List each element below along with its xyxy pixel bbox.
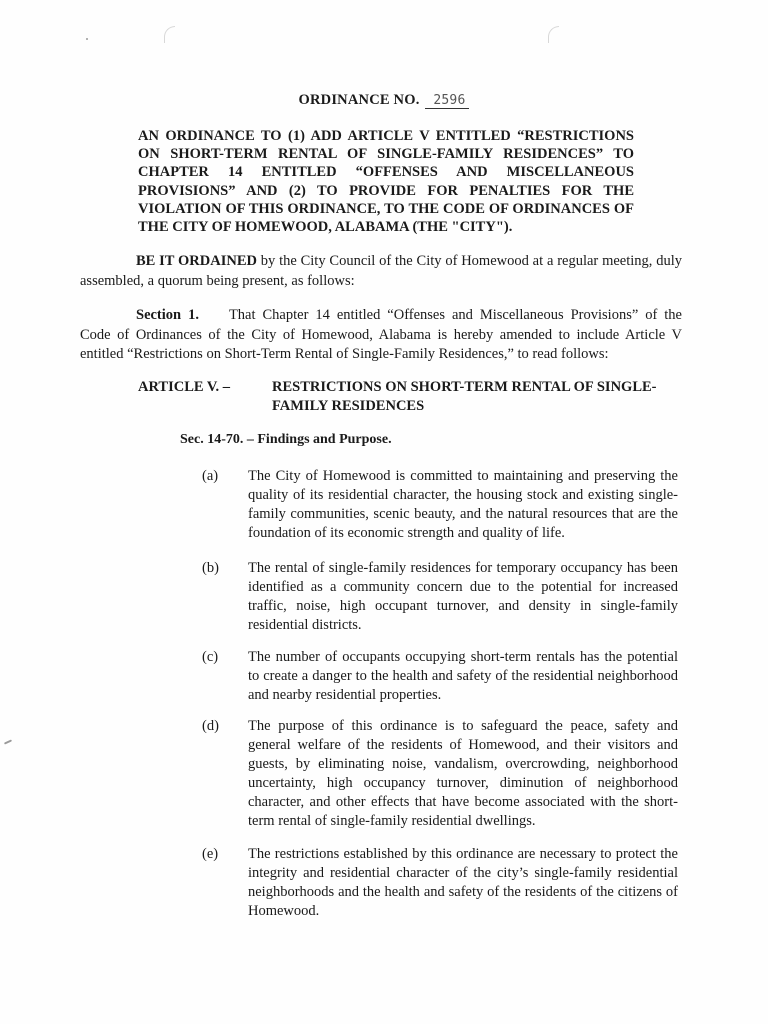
list-item-label: (d) [202, 718, 219, 734]
list-item-label: (b) [202, 560, 219, 576]
list-item-text: The purpose of this ordinance is to safeguard the peace, safety and general welfare of the residents of Homewood, and their visitors and guests, by eliminating noise, vandalism, overcrowding, neighborhood uncertainty, high occupancy turnover, diminution of neighborhood character, and other effects that have become associated with the short-term rental of single-family residential dwellings. [248, 718, 678, 829]
list-item-text: The rental of single-family residences for temporary occupancy has been identified as a community concern due to the potential for increased traffic, noise, high occupant turnover, and density in single-family residential districts. [248, 560, 678, 633]
section-1-text: That Chapter 14 entitled “Offenses and Miscellaneous Provisions” of the Code of Ordinances of the City of Homewood, Alabama is hereby amended to include Article V entitled “Restrictions on Short-Term Rental of Single-Family Residences,” to read follows: [80, 307, 682, 362]
ordinance-title [0, 92, 768, 109]
list-item-label: (c) [202, 649, 219, 665]
ordained-text: by the City Council of the City of Homewood at a regular meeting, duly assembled, a quorum being present, as follows: [80, 253, 682, 289]
ordained-lead: BE IT ORDAINED [136, 253, 257, 269]
list-item-label: (a) [202, 468, 219, 484]
ordinance-number: 2596 [425, 93, 469, 109]
article-label: ARTICLE V. – [138, 379, 231, 395]
scan-speck [86, 38, 88, 40]
list-item-text: The City of Homewood is committed to maintaining and preserving the quality of its residential character, the housing stock and existing single-family communities, scenic beauty, and the natural resources that are the foundation of its economic strength and quality of life. [248, 468, 678, 541]
section-1-label: Section 1. [136, 307, 199, 323]
section-1-paragraph [80, 306, 682, 365]
ordinance-heading: AN ORDINANCE TO (1) ADD ARTICLE V ENTITLED “RESTRICTIONS ON SHORT-TERM RENTAL OF SINGLE-FAMILY RESIDENCES” TO CHAPTER 14 ENTITLED “OFFENSES AND MISCELLANEOUS PROVISIONS” AND (2) TO PROVIDE FOR PENALTIES FOR THE VIOLATION OF THIS ORDINANCE, TO THE CODE OF ORDINANCES OF THE CITY OF HOMEWOOD, ALABAMA (THE "CITY"). [138, 128, 634, 236]
scan-artifact-mark [164, 26, 175, 43]
list-item-text: The restrictions established by this ordinance are necessary to protect the integrity and residential character of the city’s single-family residential neighborhoods and the health and safety of the residents of the citizens of Homewood. [248, 846, 678, 919]
scan-speck [4, 739, 12, 744]
ordained-paragraph [80, 252, 682, 291]
article-title: RESTRICTIONS ON SHORT-TERM RENTAL OF SINGLE-FAMILY RESIDENCES [272, 379, 657, 414]
list-item-text: The number of occupants occupying short-term rentals has the potential to create a danger to the health and safety of the residential neighborhood and nearby residential properties. [248, 649, 678, 703]
section-heading: Sec. 14-70. – Findings and Purpose. [180, 432, 392, 447]
list-item-label: (e) [202, 846, 219, 862]
ordinance-title-prefix: ORDINANCE NO. [298, 92, 420, 108]
scan-artifact-mark [548, 26, 559, 43]
